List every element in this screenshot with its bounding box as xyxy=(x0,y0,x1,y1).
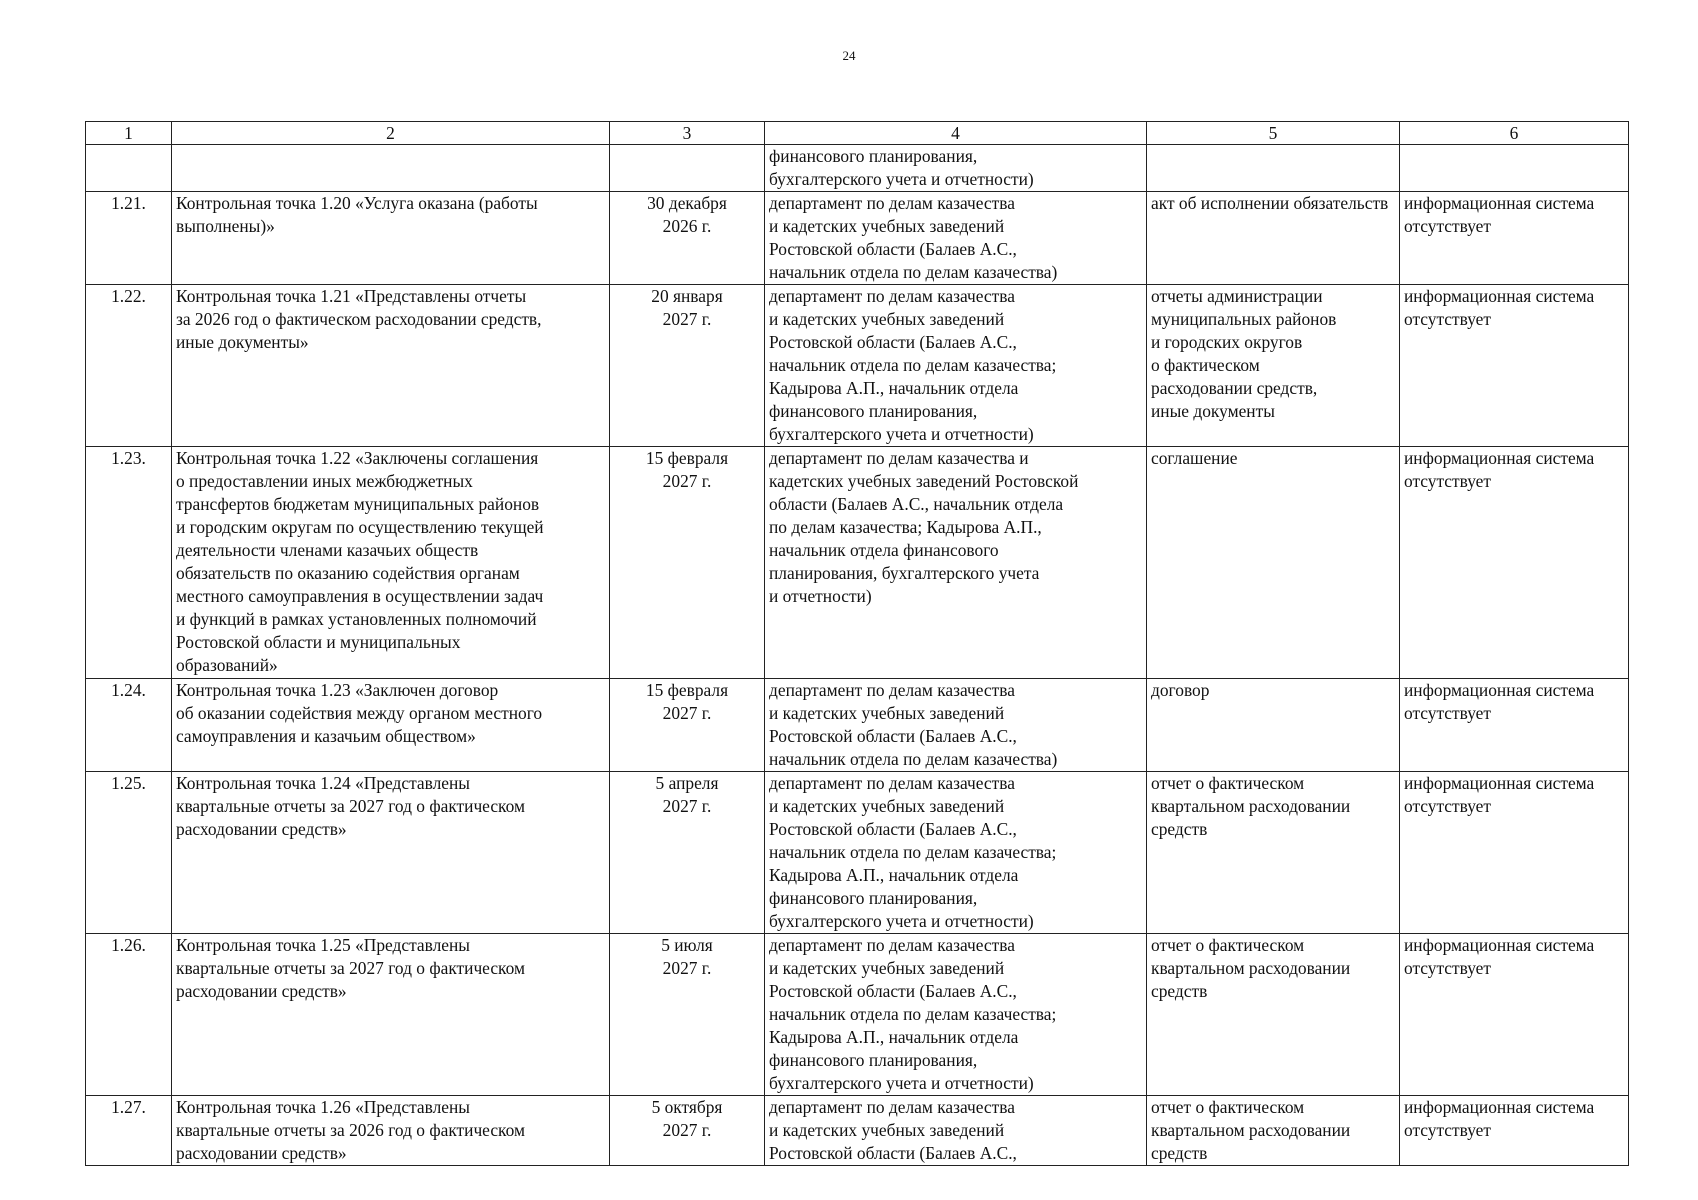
row-number-cell xyxy=(86,145,172,192)
control-point-cell: Контрольная точка 1.25 «Представлены квартальные отчеты за 2027 год о фактическом расходовании средств» xyxy=(172,934,610,1096)
row-number-cell: 1.27. xyxy=(86,1096,172,1166)
table-row xyxy=(86,192,1629,285)
table-row xyxy=(86,934,1629,1096)
control-point-cell xyxy=(172,145,610,192)
page-number: 24 xyxy=(842,48,856,63)
row-number-cell: 1.21. xyxy=(86,192,172,285)
table-row xyxy=(86,447,1629,679)
responsible-cell: департамент по делам казачества и кадетских учебных заведений Ростовской области (Балаев А.С., начальник отдела по делам казачества; Кадырова А.П., начальник отдела финансового планирования, бухгалтерского учета и отчетности) xyxy=(765,285,1147,447)
responsible-cell: департамент по делам казачества и кадетских учебных заведений Ростовской области (Балаев А.С., xyxy=(765,1096,1147,1166)
document-cell xyxy=(1147,145,1400,192)
table-row xyxy=(86,1096,1629,1166)
document-cell: акт об исполнении обязательств xyxy=(1147,192,1400,285)
column-number-cell: 4 xyxy=(765,122,1147,145)
table-row xyxy=(86,772,1629,934)
column-number-row xyxy=(86,122,1629,145)
deadline-cell: 30 декабря 2026 г. xyxy=(610,192,765,285)
column-number-cell: 1 xyxy=(86,122,172,145)
info-system-cell: информационная система отсутствует xyxy=(1400,192,1629,285)
row-number-cell: 1.26. xyxy=(86,934,172,1096)
deadline-cell: 15 февраля 2027 г. xyxy=(610,447,765,679)
deadline-cell: 15 февраля 2027 г. xyxy=(610,679,765,772)
document-cell: отчет о фактическом квартальном расходовании средств xyxy=(1147,934,1400,1096)
document-cell: отчеты администрации муниципальных районов и городских округов о фактическом расходовании средств, иные документы xyxy=(1147,285,1400,447)
control-point-cell: Контрольная точка 1.22 «Заключены соглашения о предоставлении иных межбюджетных трансфертов бюджетам муниципальных районов и городским округам по осуществлению текущей деятельности членами казачьих обществ обязательств по оказанию содействия органам местного самоуправления в осуществлении задач и функций в рамках установленных полномочий Ростовской области и муниципальных образований» xyxy=(172,447,610,679)
table-row xyxy=(86,679,1629,772)
deadline-cell: 20 января 2027 г. xyxy=(610,285,765,447)
responsible-cell: департамент по делам казачества и кадетских учебных заведений Ростовской области (Балаев А.С., начальник отдела по делам казачества) xyxy=(765,192,1147,285)
column-number-cell: 2 xyxy=(172,122,610,145)
responsible-cell: департамент по делам казачества и кадетских учебных заведений Ростовской области (Балаев А.С., начальник отдела по делам казачества; Кадырова А.П., начальник отдела финансового планирования, бухгалтерского учета и отчетности) xyxy=(765,447,1147,679)
deadline-cell xyxy=(610,145,765,192)
column-number-cell: 5 xyxy=(1147,122,1400,145)
control-point-cell: Контрольная точка 1.26 «Представлены квартальные отчеты за 2026 год о фактическом расходовании средств» xyxy=(172,1096,610,1166)
control-point-cell: Контрольная точка 1.21 «Представлены отчеты за 2026 год о фактическом расходовании средств, иные документы» xyxy=(172,285,610,447)
info-system-cell: информационная система отсутствует xyxy=(1400,447,1629,679)
responsible-cell: департамент по делам казачества и кадетских учебных заведений Ростовской области (Балаев А.С., начальник отдела по делам казачества) xyxy=(765,679,1147,772)
control-point-cell: Контрольная точка 1.24 «Представлены квартальные отчеты за 2027 год о фактическом расходовании средств» xyxy=(172,772,610,934)
info-system-cell: информационная система отсутствует xyxy=(1400,1096,1629,1166)
responsible-cell: департамент по делам казачества и кадетских учебных заведений Ростовской области (Балаев А.С., начальник отдела по делам казачества; Кадырова А.П., начальник отдела финансового планирования, бухгалтерского учета и отчетности) xyxy=(765,772,1147,934)
row-number-cell: 1.25. xyxy=(86,772,172,934)
deadline-cell: 5 октября 2027 г. xyxy=(610,1096,765,1166)
row-number-cell: 1.24. xyxy=(86,679,172,772)
document-cell: отчет о фактическом квартальном расходовании средств xyxy=(1147,1096,1400,1166)
column-number-cell: 6 xyxy=(1400,122,1629,145)
row-number-cell: 1.23. xyxy=(86,447,172,679)
info-system-cell xyxy=(1400,145,1629,192)
control-points-table xyxy=(85,121,1629,1166)
deadline-cell: 5 июля 2027 г. xyxy=(610,934,765,1096)
info-system-cell: информационная система отсутствует xyxy=(1400,285,1629,447)
responsible-cell: финансового планирования, бухгалтерского учета и отчетности) xyxy=(765,145,1147,192)
deadline-cell: 5 апреля 2027 г. xyxy=(610,772,765,934)
info-system-cell: информационная система отсутствует xyxy=(1400,934,1629,1096)
control-point-cell: Контрольная точка 1.23 «Заключен договор об оказании содействия между органом местного самоуправления и казачьим обществом» xyxy=(172,679,610,772)
column-number-cell: 3 xyxy=(610,122,765,145)
responsible-cell: департамент по делам казачества и кадетских учебных заведений Ростовской области (Балаев А.С., начальник отдела по делам казачества; Кадырова А.П., начальник отдела финансового планирования, бухгалтерского учета и отчетности) xyxy=(765,934,1147,1096)
document-cell: отчет о фактическом квартальном расходовании средств xyxy=(1147,772,1400,934)
control-point-cell: Контрольная точка 1.20 «Услуга оказана (работы выполнены)» xyxy=(172,192,610,285)
info-system-cell: информационная система отсутствует xyxy=(1400,679,1629,772)
info-system-cell: информационная система отсутствует xyxy=(1400,772,1629,934)
table-row xyxy=(86,145,1629,192)
document-cell: соглашение xyxy=(1147,447,1400,679)
document-cell: договор xyxy=(1147,679,1400,772)
table-row xyxy=(86,285,1629,447)
row-number-cell: 1.22. xyxy=(86,285,172,447)
